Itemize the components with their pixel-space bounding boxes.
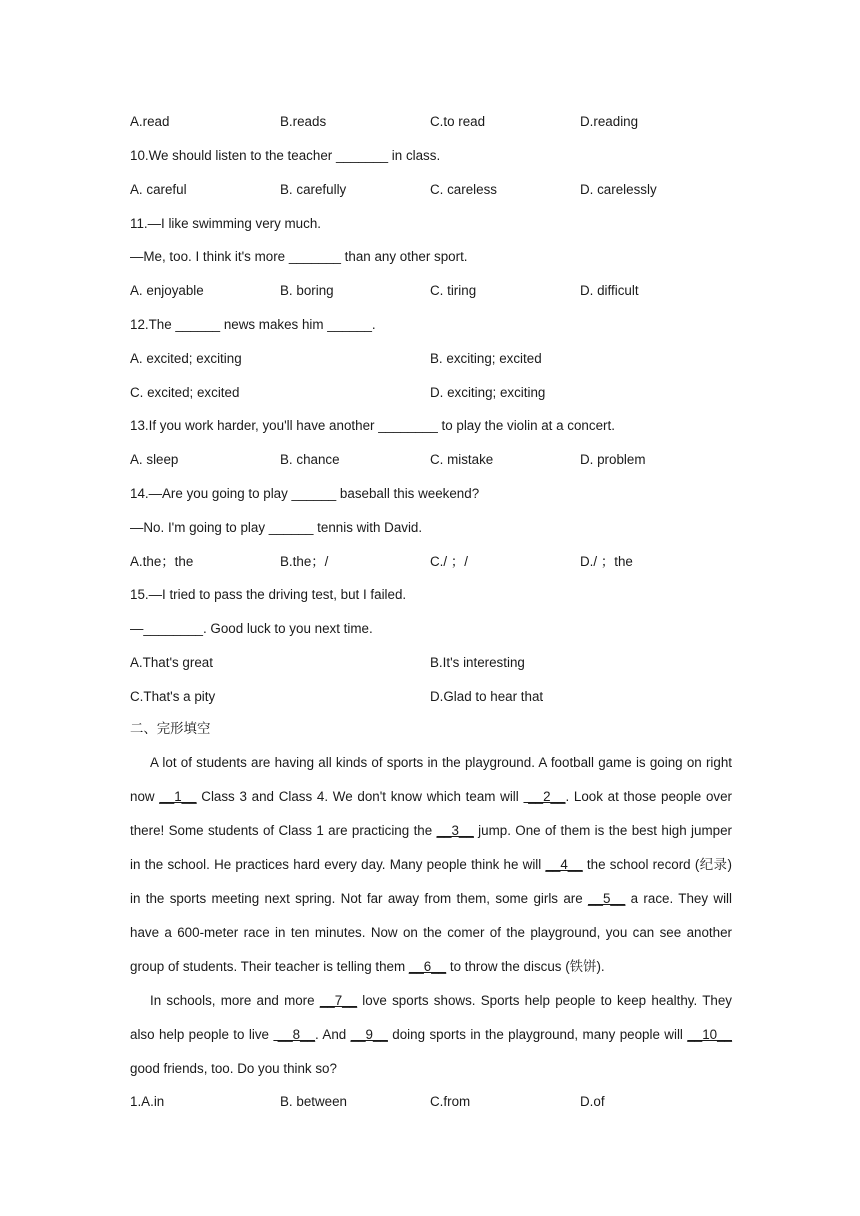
cloze-blank-4: __4__ <box>545 857 583 872</box>
cloze-blank-8: __8__ <box>273 1027 316 1042</box>
q14-option-c: C./ ；/ <box>430 554 468 569</box>
q14-line2: —No. I'm going to play ______ tennis with David. <box>130 520 423 535</box>
cloze-q1-option-c: C.from <box>430 1094 471 1109</box>
q13-option-b: B. chance <box>280 452 340 467</box>
passage-text: to throw the discus (铁饼). <box>446 959 605 974</box>
q15-line2: —________. Good luck to you next time. <box>130 621 373 636</box>
cloze-blank-10: __10__ <box>687 1027 732 1042</box>
cloze-blank-5: __5__ <box>588 891 626 906</box>
passage-text: love sports shows. Sports help people to keep healthy. They also help people to live <box>130 993 732 1042</box>
passage-text: the school record (纪录) in the sports meeting next spring. Not far away from them, some girls are <box>130 857 732 906</box>
cloze-q1-option-a: 1.A.in <box>130 1094 165 1109</box>
q12-option-b: B. exciting; excited <box>430 351 542 366</box>
passage-text: . Look at those people over there! Some students of Class 1 are practicing the <box>130 789 732 838</box>
section-heading-cloze: 二、完形填空 <box>130 722 211 737</box>
q11-option-a: A. enjoyable <box>130 283 204 298</box>
q14-option-d: D./ ；the <box>580 554 633 569</box>
q13-stem: 13.If you work harder, you'll have another ________ to play the violin at a concert. <box>130 418 615 433</box>
q11-line2: —Me, too. I think it's more _______ than any other sport. <box>130 249 468 264</box>
passage-text: A lot of students are having all kinds of sports in the playground. A football game is going on right now <box>130 755 732 804</box>
cloze-blank-1: __1__ <box>159 789 197 804</box>
q12-option-a: A. excited; exciting <box>130 351 242 366</box>
q10-stem: 10.We should listen to the teacher _______ in class. <box>130 148 441 163</box>
q12-stem: 12.The ______ news makes him ______. <box>130 317 376 332</box>
q10-option-b: B. carefully <box>280 182 347 197</box>
passage-text: jump. One of them is the best high jumper in the school. He practices hard every day. Many people think he will <box>130 823 732 872</box>
cloze-blank-9: __9__ <box>350 1027 388 1042</box>
passage-paragraph-2 <box>130 984 732 1086</box>
q14-option-a: A.the；the <box>130 554 194 569</box>
cloze-blank-3: __3__ <box>436 823 474 838</box>
q14-option-b: B.the；/ <box>280 554 329 569</box>
q9-option-c: C.to read <box>430 114 486 129</box>
passage-text: a race. They will have a 600-meter race in ten minutes. Now on the comer of the playground, you can see another group of students. Their teacher is telling them <box>130 891 732 974</box>
q15-option-c: C.That's a pity <box>130 689 216 704</box>
q11-option-d: D. difficult <box>580 283 639 298</box>
q13-option-a: A. sleep <box>130 452 179 467</box>
q14-line1: 14.—Are you going to play ______ baseball this weekend? <box>130 486 480 501</box>
cloze-blank-2: __2__ <box>523 789 566 804</box>
cloze-blank-6: __6__ <box>408 959 447 974</box>
q10-option-c: C. careless <box>430 182 497 197</box>
q9-option-d: D.reading <box>580 114 639 129</box>
q11-option-c: C. tiring <box>430 283 477 298</box>
cloze-passage <box>130 746 732 1086</box>
q15-option-d: D.Glad to hear that <box>430 689 544 704</box>
passage-paragraph-1 <box>130 746 732 984</box>
q15-option-a: A.That's great <box>130 655 213 670</box>
q12-option-d: D. exciting; exciting <box>430 385 546 400</box>
cloze-q1-option-b: B. between <box>280 1094 347 1109</box>
q15-option-b: B.It's interesting <box>430 655 525 670</box>
q9-option-a: A.read <box>130 114 170 129</box>
q13-option-c: C. mistake <box>430 452 494 467</box>
q12-option-c: C. excited; excited <box>130 385 240 400</box>
passage-text: doing sports in the playground, many people will <box>387 1027 688 1042</box>
cloze-q1-option-d: D.of <box>580 1094 605 1109</box>
passage-text: . And <box>315 1027 351 1042</box>
q10-option-d: D. carelessly <box>580 182 657 197</box>
q13-option-d: D. problem <box>580 452 646 467</box>
cloze-blank-7: __7__ <box>319 993 358 1008</box>
passage-text: In schools, more and more <box>150 993 320 1008</box>
q11-line1: 11.—I like swimming very much. <box>130 216 321 231</box>
q9-option-b: B.reads <box>280 114 327 129</box>
q10-option-a: A. careful <box>130 182 187 197</box>
q15-line1: 15.—I tried to pass the driving test, but I failed. <box>130 587 407 602</box>
passage-text: good friends, too. Do you think so? <box>130 1061 337 1076</box>
q11-option-b: B. boring <box>280 283 334 298</box>
passage-text: Class 3 and Class 4. We don't know which team will <box>196 789 524 804</box>
